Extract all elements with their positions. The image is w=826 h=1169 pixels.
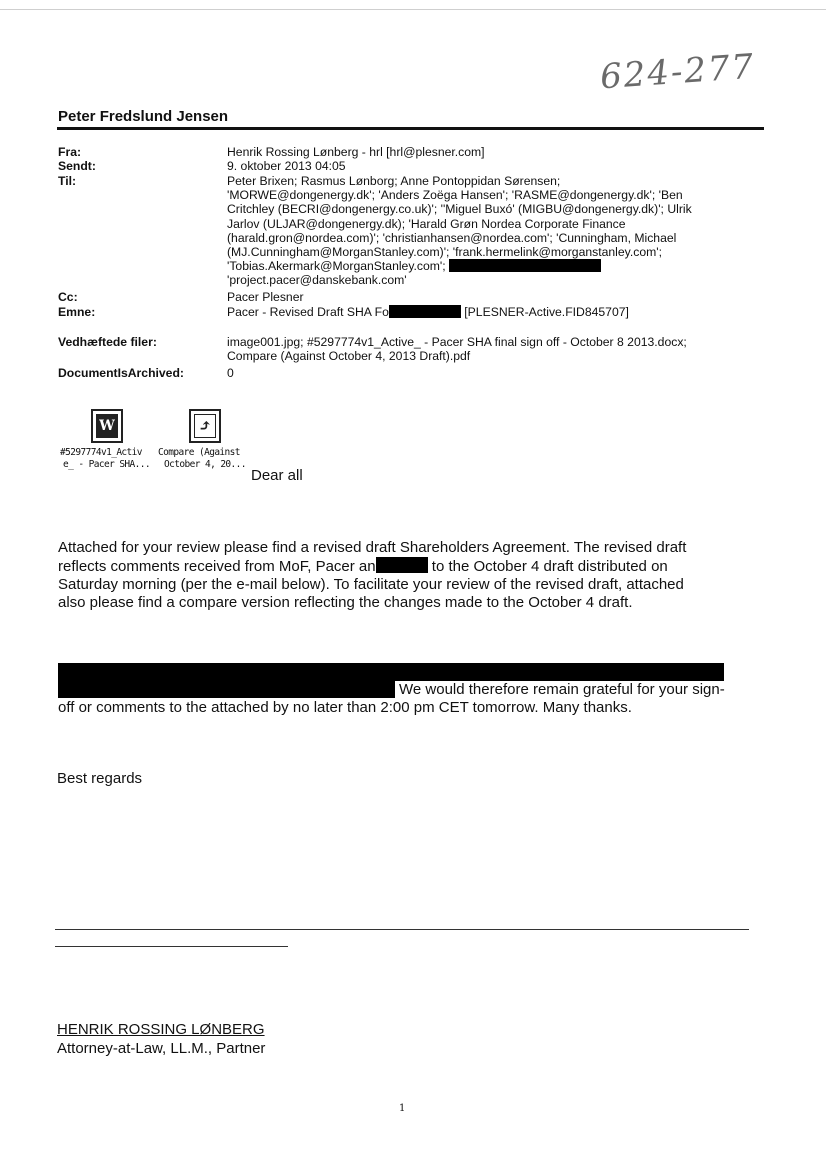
attachments-label: Vedhæftede filer: (58, 335, 157, 349)
subject-value (227, 305, 757, 319)
to-line: 'project.pacer@danskebank.com' (227, 273, 407, 288)
redaction-block (389, 305, 461, 318)
subject-label: Emne: (58, 305, 96, 319)
redaction-block (58, 681, 395, 698)
attachment-caption-pdf[interactable]: Compare (Against October 4, 20... (158, 447, 246, 470)
to-line: Jarlov (ULJAR@dongenergy.dk); 'Harald Grøn Nordea Corporate Finance (227, 216, 626, 231)
closing: Best regards (57, 770, 143, 787)
to-line: (MJ.Cunningham@MorganStanley.com)'; 'frank.hermelink@morganstanley.com'; (227, 245, 662, 260)
body-line: also please find a compare version reflecting the changes made to the October 4 draft. (58, 594, 633, 611)
attachments-line: Compare (Against October 4, 2013 Draft).pdf (227, 349, 471, 364)
mailbox-owner-name: Peter Fredslund Jensen (58, 108, 229, 125)
cc-label: Cc: (58, 290, 78, 304)
signature-title: Attorney-at-Law, LL.M., Partner (57, 1040, 266, 1057)
signature-name[interactable]: HENRIK ROSSING LØNBERG (57, 1021, 265, 1038)
archived-label: DocumentIsArchived: (58, 366, 184, 380)
redaction-block (58, 663, 724, 681)
body-line: reflects comments received from MoF, Pacer an to the October 4 draft distributed on (58, 558, 668, 575)
to-line: (harald.gron@nordea.com)'; 'christianhansen@nordea.com'; 'Cunningham, Michael (227, 230, 677, 245)
body-paragraph-2-line: off or comments to the attached by no later than 2:00 pm CET tomorrow. Many thanks. (58, 699, 632, 716)
attachments-line: image001.jpg; #5297774v1_Active_ - Pacer SHA final sign off - October 8 2013.docx; (227, 335, 687, 349)
redaction-block (449, 259, 601, 272)
archived-value: 0 (227, 366, 234, 380)
body-paragraph-2-tail: We would therefore remain grateful for your sign- (399, 681, 725, 698)
sent-value: 9. oktober 2013 04:05 (227, 159, 346, 173)
from-label: Fra: (58, 145, 82, 159)
to-line (227, 259, 757, 273)
redaction-block (376, 557, 428, 573)
to-line: 'MORWE@dongenergy.dk'; 'Anders Zoëga Hansen'; 'RASME@dongenergy.dk'; 'Ben (227, 188, 683, 203)
to-line: Critchley (BECRI@dongenergy.co.uk)'; ''Miguel Buxó' (MIGBU@dongenergy.dk)'; Ulrik (227, 202, 692, 217)
page-number: 1 (399, 1103, 406, 1114)
cc-value: Pacer Plesner (227, 290, 304, 304)
greeting: Dear all (251, 467, 303, 484)
to-label: Til: (58, 174, 77, 188)
pdf-document-icon[interactable]: ⤴ (189, 409, 221, 443)
signature-divider (55, 929, 749, 930)
handwritten-document-number: 624-277 (598, 46, 757, 98)
subject-prefix: Pacer - Revised Draft SHA Fo (227, 305, 389, 319)
body-line: Saturday morning (per the e-mail below). To facilitate your review of the revised draft, attached (58, 576, 684, 593)
attachment-caption-word[interactable]: #5297774v1_Activ e_ - Pacer SHA... (60, 447, 151, 470)
to-line: Peter Brixen; Rasmus Lønborg; Anne Pontoppidan Sørensen; (227, 174, 561, 188)
body-paragraph-1 (58, 539, 768, 612)
to-recipients (227, 174, 757, 288)
top-scan-border (0, 9, 826, 10)
to-line-text: 'Tobias.Akermark@MorganStanley.com'; (227, 259, 446, 274)
signature-divider-short (55, 946, 288, 947)
sent-label: Sendt: (58, 159, 96, 173)
from-value: Henrik Rossing Lønberg - hrl [hrl@plesner.com] (227, 145, 485, 159)
subject-suffix: [PLESNER-Active.FID845707] (464, 305, 629, 319)
attachments-value (227, 335, 757, 363)
word-document-icon[interactable]: W (91, 409, 123, 443)
body-line: Attached for your review please find a revised draft Shareholders Agreement. The revised draft (58, 539, 687, 556)
header-divider (57, 127, 764, 130)
